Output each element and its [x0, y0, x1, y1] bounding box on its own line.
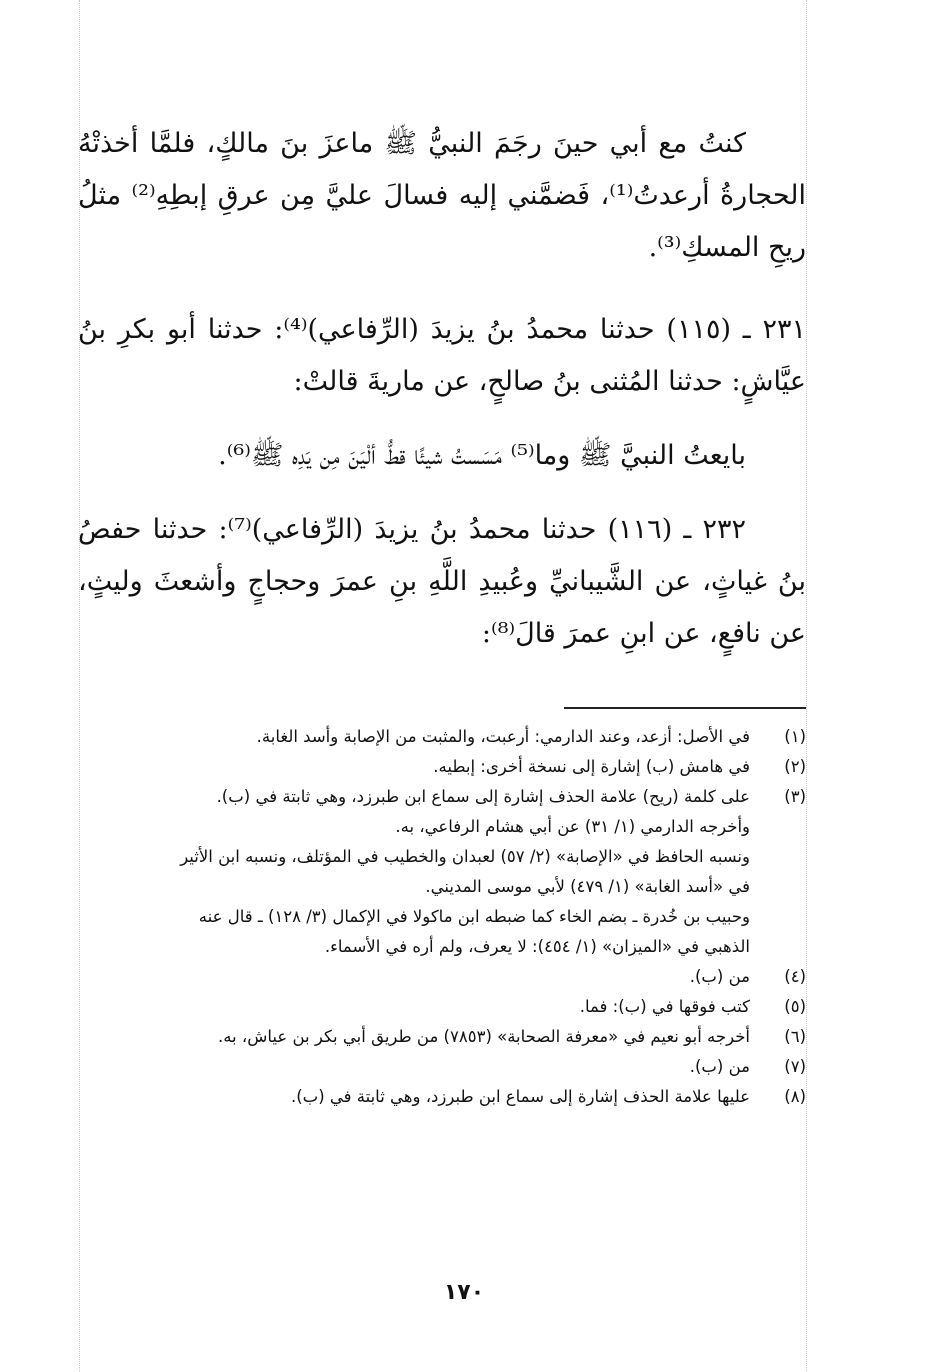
- footnote-number: (٧): [784, 1057, 806, 1076]
- footnote-8: [78, 1082, 806, 1112]
- footnote-separator: [564, 707, 806, 709]
- page-number: ١٧٠: [443, 1280, 485, 1305]
- footnote-text: عليها علامة الحذف إشارة إلى سماع ابن طبرزد، وهي ثابتة في (ب).: [290, 1087, 750, 1106]
- footnote-text: في هامش (ب) إشارة إلى نسخة أخرى: إبطيه.: [433, 757, 750, 776]
- paragraph-2: ٢٣١ ـ (١١٥) حدثنا محمدُ بنُ يزيدَ (الرِّفاعي)⁽⁴⁾: حدثنا أبو بكرِ بنُ عيَّاشٍ: حدثنا المُثنى بنُ صالحٍ، عن ماريةَ قالتْ:: [78, 314, 806, 397]
- footnote-1: [78, 722, 806, 752]
- footnote-text: في الأصل: أزعد، وعند الدارمي: أرعبت، والمثبت من الإصابة وأسد الغابة.: [256, 727, 750, 746]
- footnote-number: (١): [784, 727, 806, 746]
- footnote-2: [78, 752, 806, 782]
- footnote-number: (٤): [784, 967, 806, 986]
- footnote-number: (٦): [784, 1027, 806, 1046]
- footnote-text: على كلمة (ريح) علامة الحذف إشارة إلى سماع ابن طبرزد، وهي ثابتة في (ب).: [216, 787, 750, 806]
- footnote-6: [78, 1022, 806, 1052]
- footnote-3-continuation: ونسبه الحافظ في «الإصابة» (٢/ ٥٧) لعبدان والخطيب في المؤتلف، ونسبه ابن الأثير: [180, 847, 750, 866]
- footnote-number: (٣): [784, 787, 806, 806]
- footnote-number: (٨): [784, 1087, 806, 1106]
- footnote-3-continuation: وأخرجه الدارمي (١/ ٣١) عن أبي هشام الرفاعي، به.: [395, 817, 750, 836]
- footnote-3: [78, 782, 806, 812]
- footnotes: [78, 722, 806, 1112]
- paragraph-3: بايعتُ النبيَّ ﷺ وما⁽⁵⁾ مَسَستُ شيئًا قطُّ ألْيَنَ مِن يَدِه ﷺ⁽⁶⁾.: [218, 440, 746, 471]
- footnote-number: (٥): [784, 997, 806, 1016]
- footnote-3-continuation: الذهبي في «الميزان» (١/ ٤٥٤): لا يعرف، ولم أره في الأسماء.: [324, 937, 750, 956]
- footnote-text: من (ب).: [689, 967, 750, 986]
- footnote-text: من (ب).: [689, 1057, 750, 1076]
- footnote-3-continuation: وحبيب بن خُدرة ـ بضم الخاء كما ضبطه ابن ماكولا في الإكمال (٣/ ١٢٨) ـ قال عنه: [198, 907, 750, 926]
- paragraph-4: ٢٣٢ ـ (١١٦) حدثنا محمدُ بنُ يزيدَ (الرِّفاعي)⁽⁷⁾: حدثنا حفصُ بنُ غياثٍ، عن الشَّيبانيِّ وعُبيدِ اللَّهِ بنِ عمرَ وحجاجٍ وأشعثَ وليثٍ، عن نافعٍ، عن ابنِ عمرَ قالَ⁽⁸⁾:: [78, 514, 806, 649]
- footnote-number: (٢): [784, 757, 806, 776]
- footnote-text: أخرجه أبو نعيم في «معرفة الصحابة» (٧٨٥٣) من طريق أبي بكر بن عياش، به.: [217, 1027, 750, 1046]
- footnote-3-continuation: في «أسد الغابة» (١/ ٤٧٩) لأبي موسى المديني.: [425, 877, 750, 896]
- margin-guide-right: [806, 0, 807, 1372]
- paragraph-1: كنتُ مع أبي حينَ رجَمَ النبيُّ ﷺ ماعزَ بنَ مالكٍ، فلمَّا أخذتْهُ الحجارةُ أرعدتُ⁽¹⁾، فَضمَّني إليه فسالَ عليَّ مِن عرقِ إبطِهِ⁽²⁾ مثلُ ريحِ المسكِ⁽³⁾.: [78, 128, 806, 263]
- main-text: [78, 118, 806, 660]
- footnote-7: [78, 1052, 806, 1082]
- footnote-text: كتب فوقها في (ب): فما.: [579, 997, 750, 1016]
- footnote-5: [78, 992, 806, 1022]
- footnote-4: [78, 962, 806, 992]
